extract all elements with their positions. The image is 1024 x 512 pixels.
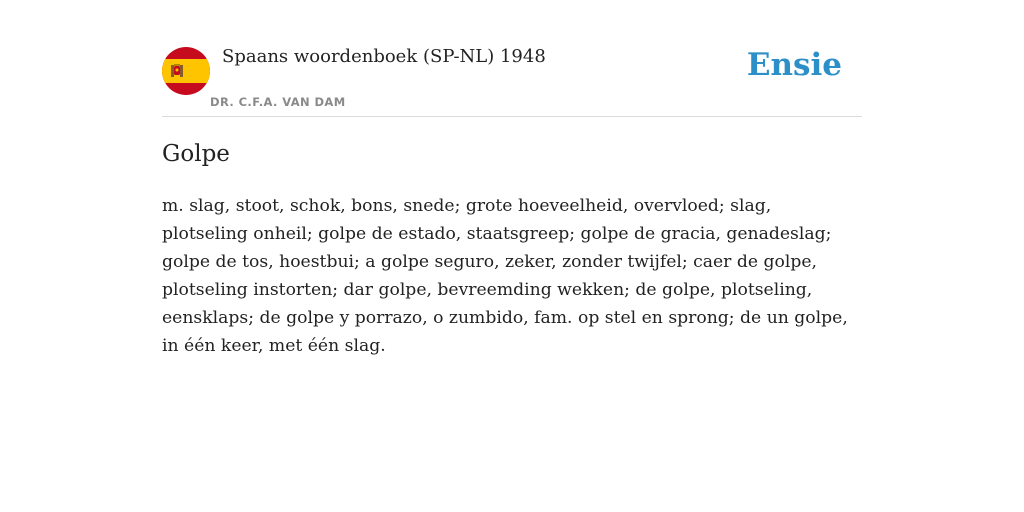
spain-flag-icon (162, 47, 210, 95)
ensie-logo-link[interactable]: Ensie (746, 47, 842, 83)
entry-header (162, 0, 862, 117)
dictionary-title[interactable]: Spaans woordenboek (SP-NL) 1948 (222, 46, 546, 67)
dictionary-entry-card (162, 0, 862, 356)
entry-definition: m. slag, stoot, schok, bons, snede; grote hoeveelheid, overvloed; slag, plotseling onheil; golpe de estado, staatsgreep; golpe de gracia, genadeslag; golpe de tos, hoestbui; a golpe seguro, zeker, zonder twijfel; caer de golpe, plotseling instorten; dar golpe, bevreemding wekken; de golpe, plotseling, eensklaps; de golpe y porrazo, o zumbido, fam. op stel en sprong; de un golpe, in één keer, met één slag. (162, 196, 848, 356)
entry-headword: Golpe (162, 141, 230, 167)
dictionary-author: DR. C.F.A. VAN DAM (210, 95, 346, 109)
